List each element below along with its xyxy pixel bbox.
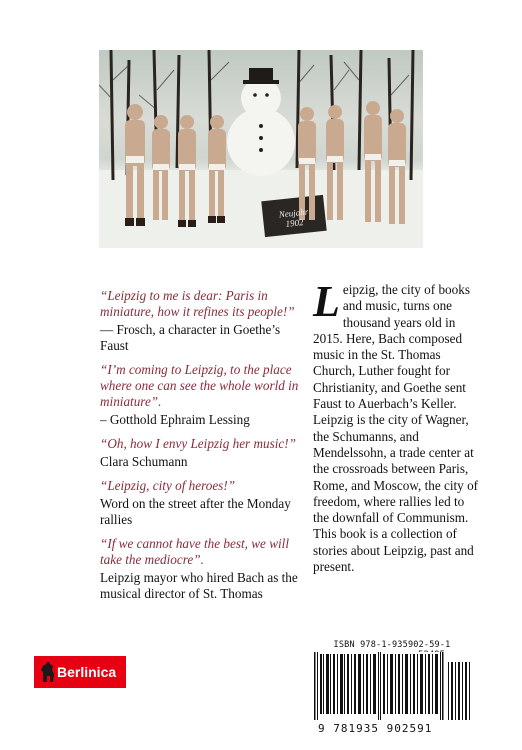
- quote-text: “If we cannot have the best, we will take the mediocre”.: [100, 536, 289, 567]
- quote-author: – Gotthold Ephraim Lessing: [100, 412, 250, 427]
- quote-text: “I’m coming to Leipzig, to the place where one can see the whole world in miniature”.: [100, 362, 299, 409]
- quote-author: — Frosch, a character in Goethe’s Faust: [100, 322, 281, 353]
- quote-block: [100, 288, 300, 354]
- quote-text: “Leipzig to me is dear: Paris in miniature, how it refines its people!”: [100, 288, 295, 319]
- plaque-line-1: Neujahr: [278, 206, 309, 220]
- quote-text: “Leipzig, city of heroes!”: [100, 478, 236, 493]
- drop-cap: L: [313, 277, 340, 326]
- quote-author: Word on the street after the Monday rallies: [100, 496, 291, 527]
- publisher-name: Berlinica: [57, 664, 117, 680]
- quote-block: [100, 436, 300, 470]
- description-text: eipzig, the city of books and music, turns one thousand years old in 2015. Here, Bach composed music in the St. Thomas Church, Luther fought for Christianity, and Goethe sent Faust to Auerbach’s Keller. Leipzig is the city of Wagner, the Schumanns, and Mendelssohn, a trade center at the crossroads between Paris, Rome, and Moscow, the city of freedom, where rallies led to the downfall of Communism. This book is a collection of stories about Leipzig, past and present.: [313, 282, 479, 575]
- quote-block: [100, 362, 300, 428]
- barcode-image: [308, 652, 472, 726]
- quote-block: [100, 536, 300, 602]
- plaque-line-2: 1902: [285, 217, 304, 229]
- quote-block: [100, 478, 300, 528]
- isbn-label: ISBN 978-1-935902-59-1: [333, 640, 451, 650]
- cover-photo: [99, 50, 423, 248]
- publisher-logo: [34, 656, 126, 688]
- book-description: [313, 277, 483, 575]
- snow-scene-image: [99, 50, 423, 248]
- quotes-column: [100, 288, 300, 610]
- quote-text: “Oh, how I envy Leipzig her music!”: [100, 436, 296, 451]
- quote-author: Clara Schumann: [100, 454, 188, 469]
- barcode-number: 9 781935 902591: [318, 722, 433, 735]
- quote-author: Leipzig mayor who hired Bach as the musical director of St. Thomas: [100, 570, 298, 601]
- bear-icon: [40, 660, 56, 684]
